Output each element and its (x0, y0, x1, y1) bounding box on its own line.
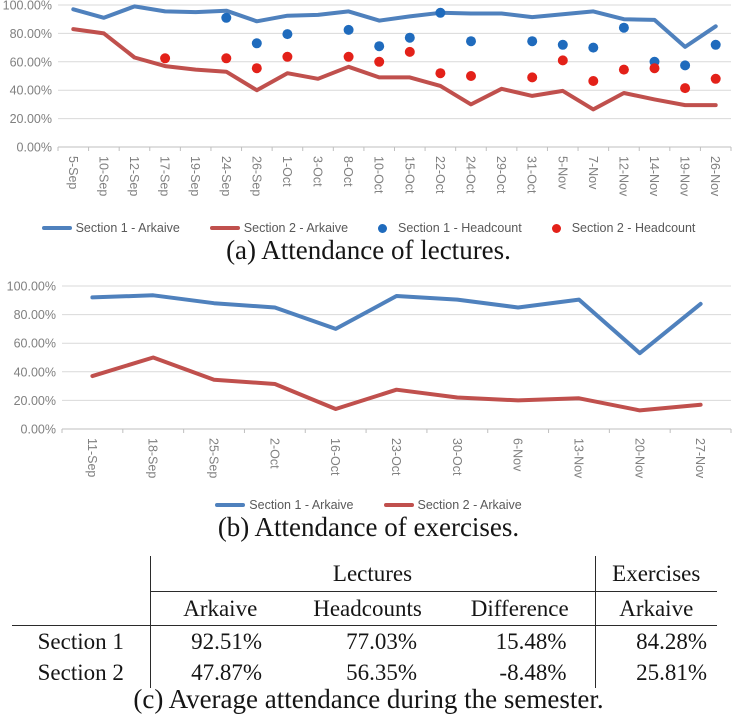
caption-table: (c) Average attendance during the semester. (133, 684, 604, 714)
table-column-header-row (12, 592, 717, 626)
scatter-point (435, 8, 445, 18)
scatter-point (650, 63, 660, 73)
scatter-point (558, 55, 568, 65)
scatter-point (711, 74, 721, 84)
legend-label: Section 2 - Arkaive (243, 221, 349, 235)
y-tick-label: 40.00% (9, 83, 52, 98)
section1-line-swatch (215, 503, 245, 507)
exercises-group-header: Exercises (595, 556, 717, 592)
row-label: Section 1 (37, 628, 124, 654)
x-tick-label: 27-Nov (693, 438, 708, 479)
scatter-point (527, 72, 537, 82)
table-group-header-row (12, 556, 717, 592)
y-tick-label: 40.00% (13, 365, 56, 380)
scatter-point (405, 47, 415, 57)
x-tick-label: 10-Sep (96, 156, 111, 197)
scatter-point (374, 57, 384, 67)
exercises-attendance-chart (0, 272, 737, 496)
scatter-point (221, 53, 231, 63)
y-tick-label: 0.00% (16, 140, 52, 155)
cell-value: 92.51% (150, 626, 290, 658)
x-tick-label: 24-Oct (463, 156, 478, 194)
x-tick-label: 20-Nov (632, 438, 647, 479)
scatter-point (252, 38, 262, 48)
scatter-point (160, 53, 170, 63)
cell-value: 84.28% (595, 626, 717, 658)
line-series (92, 358, 700, 411)
cell-value: 77.03% (346, 628, 417, 654)
average-attendance-table (12, 556, 717, 688)
cell-value: 25.81% (595, 657, 717, 688)
col-header-headcounts: Headcounts (290, 592, 445, 626)
lectures-group-header: Lectures (150, 556, 595, 592)
x-tick-label: 12-Sep (126, 156, 141, 197)
section2-dot-swatch (552, 224, 561, 233)
empty-cell (12, 556, 150, 592)
lectures-chart-legend (0, 221, 737, 235)
x-tick-label: 26-Nov (708, 156, 723, 197)
scatter-point (619, 23, 629, 33)
scatter-point (711, 40, 721, 50)
legend-item-section2-headcount (552, 221, 696, 235)
scatter-point (435, 68, 445, 78)
cell-value: 15.48% (495, 628, 567, 654)
scatter-point (252, 63, 262, 73)
x-tick-label: 1-Oct (279, 156, 294, 187)
scatter-point (405, 33, 415, 43)
legend-item-section2-arkaive (210, 221, 348, 235)
x-tick-label: 25-Sep (206, 438, 221, 479)
scatter-point (374, 41, 384, 51)
y-tick-label: 80.00% (13, 308, 56, 323)
y-tick-label: 0.00% (20, 422, 56, 437)
x-tick-label: 26-Sep (249, 156, 264, 197)
scatter-point (558, 40, 568, 50)
x-tick-label: 14-Nov (647, 156, 662, 197)
x-tick-label: 19-Sep (188, 156, 203, 197)
y-tick-label: 80.00% (9, 26, 52, 41)
y-tick-label: 60.00% (13, 336, 56, 351)
row-label: Section 2 (37, 659, 124, 685)
scatter-point (344, 25, 354, 35)
x-tick-label: 3-Oct (310, 156, 325, 187)
x-tick-label: 22-Oct (432, 156, 447, 194)
y-tick-label: 20.00% (9, 112, 52, 127)
scatter-point (527, 36, 537, 46)
y-tick-label: 100.00% (2, 0, 52, 13)
line-series (92, 295, 700, 353)
col-header-arkaive: Arkaive (150, 592, 290, 626)
x-tick-label: 7-Nov (585, 156, 600, 190)
x-tick-label: 18-Sep (145, 438, 160, 479)
legend-label: Section 2 - Arkaive (417, 498, 522, 512)
x-tick-label: 17-Sep (157, 156, 172, 197)
cell-value: 56.35% (346, 659, 417, 685)
scatter-point (619, 65, 629, 75)
empty-cell (12, 592, 150, 626)
scatter-point (344, 52, 354, 62)
section1-dot-swatch (378, 224, 387, 233)
legend-item-section1-arkaive (42, 221, 180, 235)
legend-label: Section 1 - Arkaive (249, 498, 354, 512)
x-tick-label: 24-Sep (218, 156, 233, 197)
x-tick-label: 5-Nov (555, 156, 570, 190)
legend-label: Section 2 - Headcount (571, 221, 696, 235)
x-tick-label: 6-Nov (510, 438, 525, 472)
x-tick-label: 19-Nov (677, 156, 692, 197)
x-tick-label: 12-Nov (616, 156, 631, 197)
col-header-difference: Difference (445, 592, 595, 626)
cell-value: -8.48% (499, 659, 567, 685)
x-tick-label: 10-Oct (371, 156, 386, 194)
section1-line-swatch (42, 226, 72, 230)
legend-label: Section 1 - Headcount (398, 221, 522, 235)
scatter-point (466, 36, 476, 46)
x-tick-label: 23-Oct (389, 438, 403, 476)
scatter-point (466, 71, 476, 81)
x-tick-label: 29-Oct (494, 156, 509, 194)
scatter-point (282, 29, 292, 39)
y-tick-label: 20.00% (13, 393, 56, 408)
x-tick-label: 31-Oct (524, 156, 539, 194)
x-tick-label: 2-Oct (267, 438, 282, 469)
cell-value: 47.87% (150, 657, 290, 688)
legend-item-section2-arkaive (384, 498, 522, 512)
y-tick-label: 60.00% (9, 55, 52, 70)
scatter-point (588, 76, 598, 86)
legend-item-section1-headcount (378, 221, 522, 235)
caption-exercises: (b) Attendance of exercises. (217, 512, 520, 542)
x-tick-label: 11-Sep (84, 438, 99, 478)
scatter-point (221, 13, 231, 23)
exercises-chart-legend (0, 498, 737, 512)
scatter-point (588, 43, 598, 53)
section2-line-swatch (384, 503, 414, 507)
scatter-point (680, 60, 690, 70)
table-row-section1 (12, 626, 717, 658)
lectures-attendance-chart (0, 0, 737, 215)
scatter-point (282, 52, 292, 62)
legend-item-section1-arkaive (215, 498, 353, 512)
col-header-exercises-arkaive: Arkaive (595, 592, 717, 626)
y-tick-label: 100.00% (6, 279, 56, 294)
x-tick-label: 30-Oct (449, 438, 464, 476)
caption-lectures: (a) Attendance of lectures. (226, 235, 511, 265)
x-tick-label: 13-Nov (571, 438, 586, 479)
x-tick-label: 5-Sep (65, 156, 80, 190)
section2-line-swatch (210, 226, 240, 230)
legend-label: Section 1 - Arkaive (75, 221, 180, 235)
scatter-point (680, 83, 690, 93)
x-tick-label: 15-Oct (402, 156, 417, 194)
x-tick-label: 8-Oct (341, 156, 356, 187)
x-tick-label: 16-Oct (328, 438, 343, 476)
